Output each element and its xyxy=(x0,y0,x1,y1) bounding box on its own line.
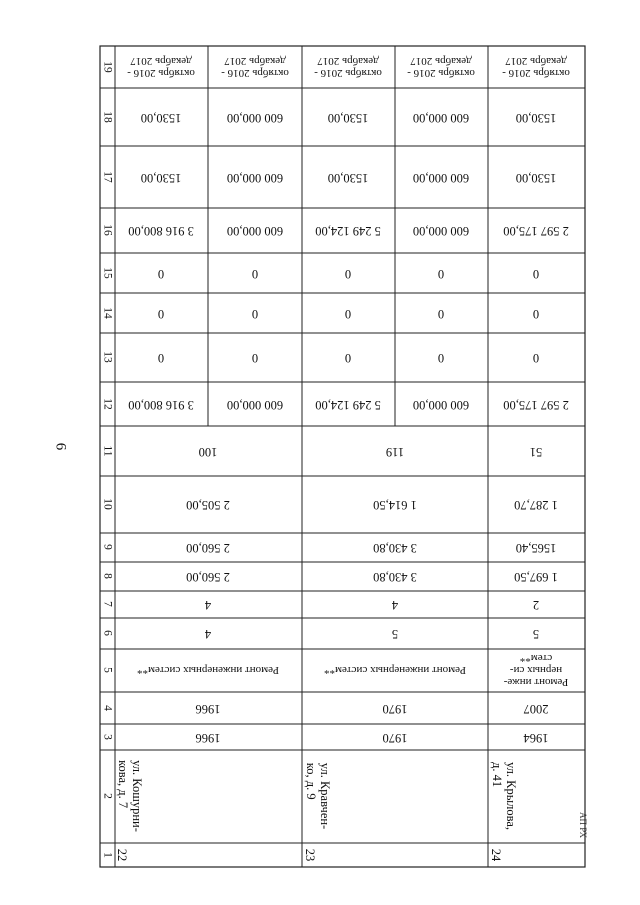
entrances-cell: 4 xyxy=(204,597,212,612)
floors-cell: 5 xyxy=(532,626,540,641)
entrances-cell: 4 xyxy=(391,597,399,612)
year-built-cell: 1970 xyxy=(382,730,408,745)
value-cell: 0 xyxy=(532,266,540,281)
col-header-10: 10 xyxy=(101,498,114,510)
value-cell: 0 xyxy=(251,350,259,365)
cost-cell: 600 000,00 xyxy=(412,223,470,238)
row-number: 22 xyxy=(114,848,129,862)
year-built-cell: 1964 xyxy=(523,730,549,745)
col-header-17: 17 xyxy=(101,171,114,183)
cost-cell: 600 000,00 xyxy=(226,397,284,412)
year-reconstruction-cell: 1970 xyxy=(382,701,408,716)
value-cell: 0 xyxy=(251,266,259,281)
cost-cell: 2 597 175,00 xyxy=(503,223,569,238)
col-header-5: 5 xyxy=(101,667,114,673)
area-other-cell: 2 505,00 xyxy=(186,497,230,512)
unit-cost-cell: 1530,00 xyxy=(515,110,557,125)
value-cell: 0 xyxy=(157,266,165,281)
cost-cell: 600 000,00 xyxy=(226,223,284,238)
col-header-13: 13 xyxy=(101,351,114,363)
cost-cell: 3 916 800,00 xyxy=(128,397,194,412)
col-header-19: 19 xyxy=(101,61,114,73)
col-header-9: 9 xyxy=(101,544,114,550)
unit-cost-cell: 600 000,00 xyxy=(226,110,284,125)
cost-cell: 5 249 124,00 xyxy=(315,223,381,238)
value-cell: 0 xyxy=(344,266,352,281)
row-number: 23 xyxy=(302,848,317,862)
col-header-2: 2 xyxy=(101,793,114,799)
unit-cost-cell: 600 000,00 xyxy=(226,170,284,185)
value-cell: 0 xyxy=(344,306,352,321)
unit-cost-cell: 1530,00 xyxy=(515,170,557,185)
col-header-7: 7 xyxy=(101,601,114,607)
year-reconstruction-cell: 2007 xyxy=(523,701,549,716)
entrances-cell: 2 xyxy=(532,597,540,612)
cost-cell: 5 249 124,00 xyxy=(315,397,381,412)
value-cell: 0 xyxy=(344,350,352,365)
col-header-6: 6 xyxy=(101,630,114,636)
value-cell: 0 xyxy=(251,306,259,321)
residents-cell: 51 xyxy=(529,444,543,459)
col-header-1: 1 xyxy=(101,852,114,858)
col-header-15: 15 xyxy=(101,267,114,279)
period-cell: октябрь 2016 - декабрь 2017 xyxy=(502,55,570,80)
address-cell: ул. Кравчен- ко, д. 9 xyxy=(304,762,332,830)
residents-cell: 100 xyxy=(198,444,218,459)
floors-cell: 4 xyxy=(204,626,212,641)
col-header-18: 18 xyxy=(101,111,114,123)
address-cell: ул. Крылова, д. 41 xyxy=(490,761,518,831)
margin-note: АП РХ xyxy=(578,812,588,839)
year-built-cell: 1966 xyxy=(195,730,221,745)
area-living-cell: 3 430,80 xyxy=(373,540,417,555)
area-living-cell: 1565,40 xyxy=(515,540,557,555)
area-living-cell: 2 560,00 xyxy=(186,540,230,555)
col-header-4: 4 xyxy=(101,705,114,711)
floors-cell: 5 xyxy=(391,626,399,641)
value-cell: 0 xyxy=(532,306,540,321)
value-cell: 0 xyxy=(157,306,165,321)
cost-cell: 600 000,00 xyxy=(412,397,470,412)
page-number: 6 xyxy=(52,442,69,451)
unit-cost-cell: 1530,00 xyxy=(327,110,369,125)
col-header-11: 11 xyxy=(101,445,114,457)
area-total-cell: 3 430,80 xyxy=(373,569,417,584)
period-cell: октябрь 2016 - декабрь 2017 xyxy=(314,55,382,80)
unit-cost-cell: 1530,00 xyxy=(327,170,369,185)
value-cell: 0 xyxy=(437,266,445,281)
col-header-12: 12 xyxy=(101,398,114,410)
work-type-cell: Ремонт инженерных систем** xyxy=(324,664,466,677)
residents-cell: 119 xyxy=(385,444,405,459)
area-other-cell: 1 614,50 xyxy=(373,497,417,512)
work-type-cell: Ремонт инже- нерных си- стем** xyxy=(503,651,569,689)
area-total-cell: 2 560,00 xyxy=(186,569,230,584)
work-type-cell: Ремонт инженерных систем** xyxy=(137,664,279,677)
value-cell: 0 xyxy=(437,350,445,365)
col-header-3: 3 xyxy=(101,734,114,740)
col-header-8: 8 xyxy=(101,573,114,579)
value-cell: 0 xyxy=(532,350,540,365)
period-cell: октябрь 2016 - декабрь 2017 xyxy=(407,55,475,80)
period-cell: октябрь 2016 - декабрь 2017 xyxy=(221,55,289,80)
period-cell: октябрь 2016 - декабрь 2017 xyxy=(127,55,195,80)
address-cell: ул. Кошурни- кова, д. 7 xyxy=(116,760,144,832)
cost-cell: 3 916 800,00 xyxy=(128,223,194,238)
unit-cost-cell: 600 000,00 xyxy=(412,110,470,125)
col-header-16: 16 xyxy=(101,224,114,236)
area-total-cell: 1 697,50 xyxy=(514,569,558,584)
col-header-14: 14 xyxy=(101,307,114,319)
unit-cost-cell: 1530,00 xyxy=(140,110,182,125)
area-other-cell: 1 287,70 xyxy=(514,497,558,512)
year-reconstruction-cell: 1966 xyxy=(195,701,221,716)
value-cell: 0 xyxy=(157,350,165,365)
unit-cost-cell: 600 000,00 xyxy=(412,170,470,185)
cost-cell: 2 597 175,00 xyxy=(503,397,569,412)
unit-cost-cell: 1530,00 xyxy=(140,170,182,185)
value-cell: 0 xyxy=(437,306,445,321)
row-number: 24 xyxy=(488,848,503,862)
